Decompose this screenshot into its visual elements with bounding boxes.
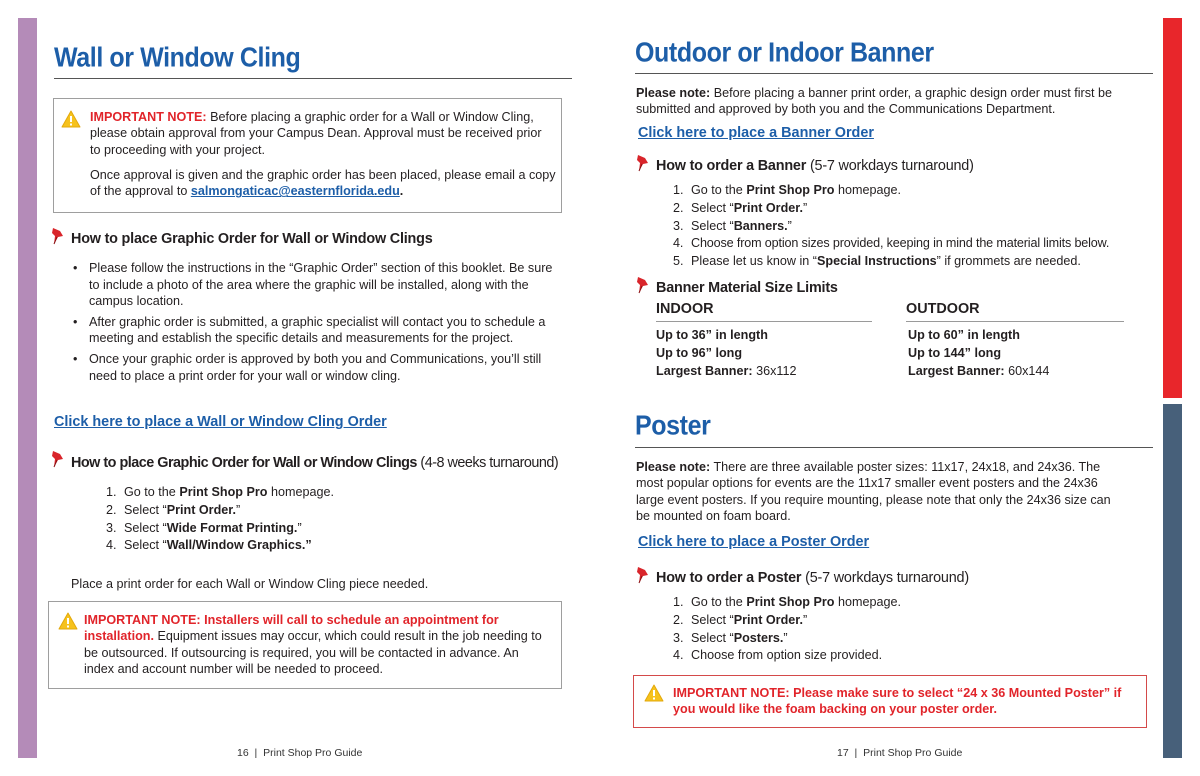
section2-turnaround: (4-8 weeks turnaround): [420, 455, 559, 471]
step-text: Select “: [124, 538, 167, 553]
left-footer: [237, 747, 362, 759]
list-item: [106, 484, 546, 502]
warning-icon: [61, 110, 81, 128]
banner-steps: [673, 182, 1153, 271]
step-text: ” if grommets are needed.: [936, 254, 1081, 269]
list-item: [673, 612, 1133, 630]
important-label: IMPORTANT NOTE:: [90, 110, 207, 124]
banner-how-title-text: How to order a Banner: [656, 158, 807, 174]
outdoor-column: [908, 326, 1049, 381]
step-text: ”: [783, 630, 788, 645]
footer-separator: |: [254, 747, 258, 759]
banner-order-link[interactable]: Click here to place a Banner Order: [638, 125, 874, 141]
step-number: 3.: [673, 630, 684, 645]
right-page-blue-bar: [1163, 404, 1182, 758]
step-number: 4.: [106, 538, 117, 553]
pushpin-icon: [636, 566, 652, 584]
list-item: [106, 537, 546, 555]
section1-bullets: [71, 260, 563, 388]
poster-title: Poster: [635, 410, 711, 442]
email-approval-text: [90, 167, 556, 200]
banner-note-text: Before placing a banner print order, a graphic design order must first be submitted and approved by both you and the Communications Department.: [636, 86, 1113, 117]
step-text: Choose from option sizes provided, keeping in mind the material limits below.: [691, 236, 1110, 251]
step-text: Select “: [691, 218, 734, 233]
poster-how-title: [656, 570, 969, 586]
outdoor-length: Up to 60” in length: [908, 328, 1020, 342]
banner-how-title: [656, 158, 974, 174]
step-number: 3.: [673, 218, 684, 233]
pushpin-icon: [51, 450, 67, 468]
pushpin-icon: [51, 227, 67, 245]
indoor-header: INDOOR: [656, 301, 714, 317]
warning-icon: [644, 684, 664, 702]
outdoor-long: Up to 144” long: [908, 346, 1002, 361]
section1-title: How to place Graphic Order for Wall or Window Clings: [71, 231, 433, 247]
step-number: 2.: [106, 502, 117, 517]
step-text: ”: [297, 520, 302, 535]
step-bold: Print Order.: [733, 200, 803, 215]
list-item: [673, 218, 1153, 236]
step-text: ”: [803, 200, 808, 215]
step-text: Select “: [124, 502, 167, 517]
right-footer: [837, 747, 962, 759]
indoor-long: Up to 96” long: [656, 346, 743, 361]
list-item: [673, 200, 1153, 218]
footer-guide-title: Print Shop Pro Guide: [863, 747, 963, 759]
banner-note-label: Please note:: [636, 86, 711, 100]
step-bold: Print Order.: [733, 612, 803, 627]
poster-how-title-text: How to order a Poster: [656, 570, 802, 586]
step-number: 5.: [673, 254, 684, 269]
list-item: [673, 253, 1153, 271]
poster-note-text: There are three available poster sizes: 11x17, 24x18, and 24x36. The most popular options for events are the 11x17 smaller event posters and the 24x36 large event posters. If you require mounting, please note that only the 24x36 size can be mounted on foam board.: [636, 460, 1111, 524]
step-text: Choose from option size provided.: [691, 648, 883, 663]
poster-steps: [673, 594, 1133, 665]
poster-important-text: IMPORTANT NOTE: Please make sure to select “24 x 36 Mounted Poster” if you would like the foam backing on your poster order.: [673, 686, 1122, 717]
poster-title-rule: [635, 447, 1153, 448]
right-page-red-bar: [1163, 18, 1182, 398]
step-number: 1.: [106, 485, 117, 499]
outdoor-rule: [906, 321, 1124, 322]
step-bold: Wall/Window Graphics.”: [166, 538, 312, 553]
step-number: 3.: [106, 520, 117, 535]
step-bold: Special Instructions: [817, 254, 937, 269]
outdoor-header: OUTDOOR: [906, 301, 980, 317]
step-text: ”: [236, 502, 241, 517]
banner-note: [636, 85, 1146, 118]
title-rule: [54, 78, 572, 79]
limits-title: Banner Material Size Limits: [656, 280, 838, 296]
wall-cling-steps: [106, 484, 546, 555]
step-bold: Print Order.: [166, 502, 236, 517]
step-bold: Print Shop Pro: [179, 485, 268, 499]
step-text: ”: [803, 612, 808, 627]
indoor-length: Up to 36” in length: [656, 328, 768, 342]
email-suffix: .: [399, 184, 404, 199]
indoor-largest-label: Largest Banner:: [656, 364, 753, 379]
step-text: Select “: [691, 612, 734, 627]
step-text: Select “: [691, 200, 734, 215]
poster-order-link[interactable]: Click here to place a Poster Order: [638, 534, 870, 550]
step-number: 4.: [673, 648, 684, 663]
pushpin-icon: [636, 154, 652, 172]
installer-important-label: IMPORTANT NOTE: Installers will call to schedule an appointment for installation.: [84, 613, 499, 644]
left-page-color-bar: [18, 18, 37, 758]
step-text: Go to the: [124, 485, 180, 499]
step-bold: Print Shop Pro: [746, 595, 835, 609]
step-number: 4.: [673, 236, 684, 251]
list-item: • Please follow the instructions in the “Graphic Order” section of this booklet. Be sure to include a photo of the area where the graphic will be installed, along with the campus location.: [71, 260, 563, 310]
installer-note-body: Equipment issues may occur, which could result in the job needing to be outsourced. If outsourcing is required, you will be contacted in advance. An index and account number will be needed to proceed.: [84, 629, 542, 677]
outdoor-largest-label: Largest Banner:: [908, 364, 1005, 379]
warning-icon: [58, 612, 78, 630]
poster-turnaround: (5-7 workdays turnaround): [805, 570, 969, 586]
banner-title: Outdoor or Indoor Banner: [635, 37, 934, 69]
step-number: 1.: [673, 595, 684, 609]
list-item: [673, 182, 1153, 200]
indoor-column: [656, 326, 796, 381]
wall-cling-order-link[interactable]: Click here to place a Wall or Window Cling Order: [54, 414, 387, 430]
page-number: 16: [237, 747, 249, 759]
step-text: Select “: [124, 520, 167, 535]
step-number: 2.: [673, 200, 684, 215]
installer-note-text: [84, 612, 550, 678]
step-number: 2.: [673, 612, 684, 627]
wall-cling-title: Wall or Window Cling: [54, 42, 301, 74]
step-number: 1.: [673, 183, 684, 197]
step-bold: Print Shop Pro: [746, 183, 835, 197]
footer-guide-title: Print Shop Pro Guide: [263, 747, 363, 759]
outdoor-largest-value: 60x144: [1008, 364, 1050, 379]
installer-note-box: [48, 601, 562, 689]
list-item: • After graphic order is submitted, a graphic specialist will contact you to schedule a meeting and establish the specific details and measurements for the project.: [71, 314, 563, 347]
approval-note-text: [90, 109, 550, 158]
list-item: [106, 520, 546, 538]
step-text: homepage.: [834, 183, 901, 197]
poster-important-box: [633, 675, 1147, 728]
pushpin-icon: [636, 276, 652, 294]
step-text: Go to the: [691, 183, 747, 197]
poster-note-label: Please note:: [636, 460, 711, 474]
print-order-instruction: Place a print order for each Wall or Window Cling piece needed.: [71, 577, 429, 591]
approval-note-body: Before placing a graphic order for a Wall or Window Cling, please obtain approval from your Campus Dean. Approval must be received prior to proceeding with your project.: [90, 110, 542, 157]
section2-title: [71, 455, 558, 471]
poster-note: [636, 459, 1126, 525]
email-prefix: Once approval is given and the graphic order has been placed, please email a copy of the approval to: [90, 168, 556, 199]
page-number: 17: [837, 747, 849, 759]
step-text: ”: [787, 218, 792, 233]
step-text: Please let us know in “: [691, 254, 817, 269]
step-text: Go to the: [691, 595, 747, 609]
list-item: [673, 594, 1133, 612]
list-item: [106, 502, 546, 520]
banner-turnaround: (5-7 workdays turnaround): [809, 158, 974, 174]
approval-note-box: [53, 98, 562, 213]
list-item: [673, 630, 1133, 648]
indoor-largest-value: 36x112: [756, 364, 797, 379]
step-text: homepage.: [267, 485, 334, 499]
list-item: [673, 235, 1153, 253]
list-item: • Once your graphic order is approved by both you and Communications, you’ll still need to place a print order for your wall or window cling.: [71, 351, 563, 384]
section2-title-text: How to place Graphic Order for Wall or Window Clings: [71, 455, 417, 471]
indoor-rule: [656, 321, 872, 322]
step-bold: Banners.: [733, 218, 788, 233]
footer-separator: |: [854, 747, 858, 759]
list-item: [673, 647, 1133, 665]
step-text: homepage.: [834, 595, 901, 609]
step-bold: Wide Format Printing.: [166, 520, 298, 535]
banner-title-rule: [635, 73, 1153, 74]
step-text: Select “: [691, 630, 734, 645]
step-bold: Posters.: [733, 630, 784, 645]
email-link[interactable]: salmongaticac@easternflorida.edu: [190, 184, 400, 199]
